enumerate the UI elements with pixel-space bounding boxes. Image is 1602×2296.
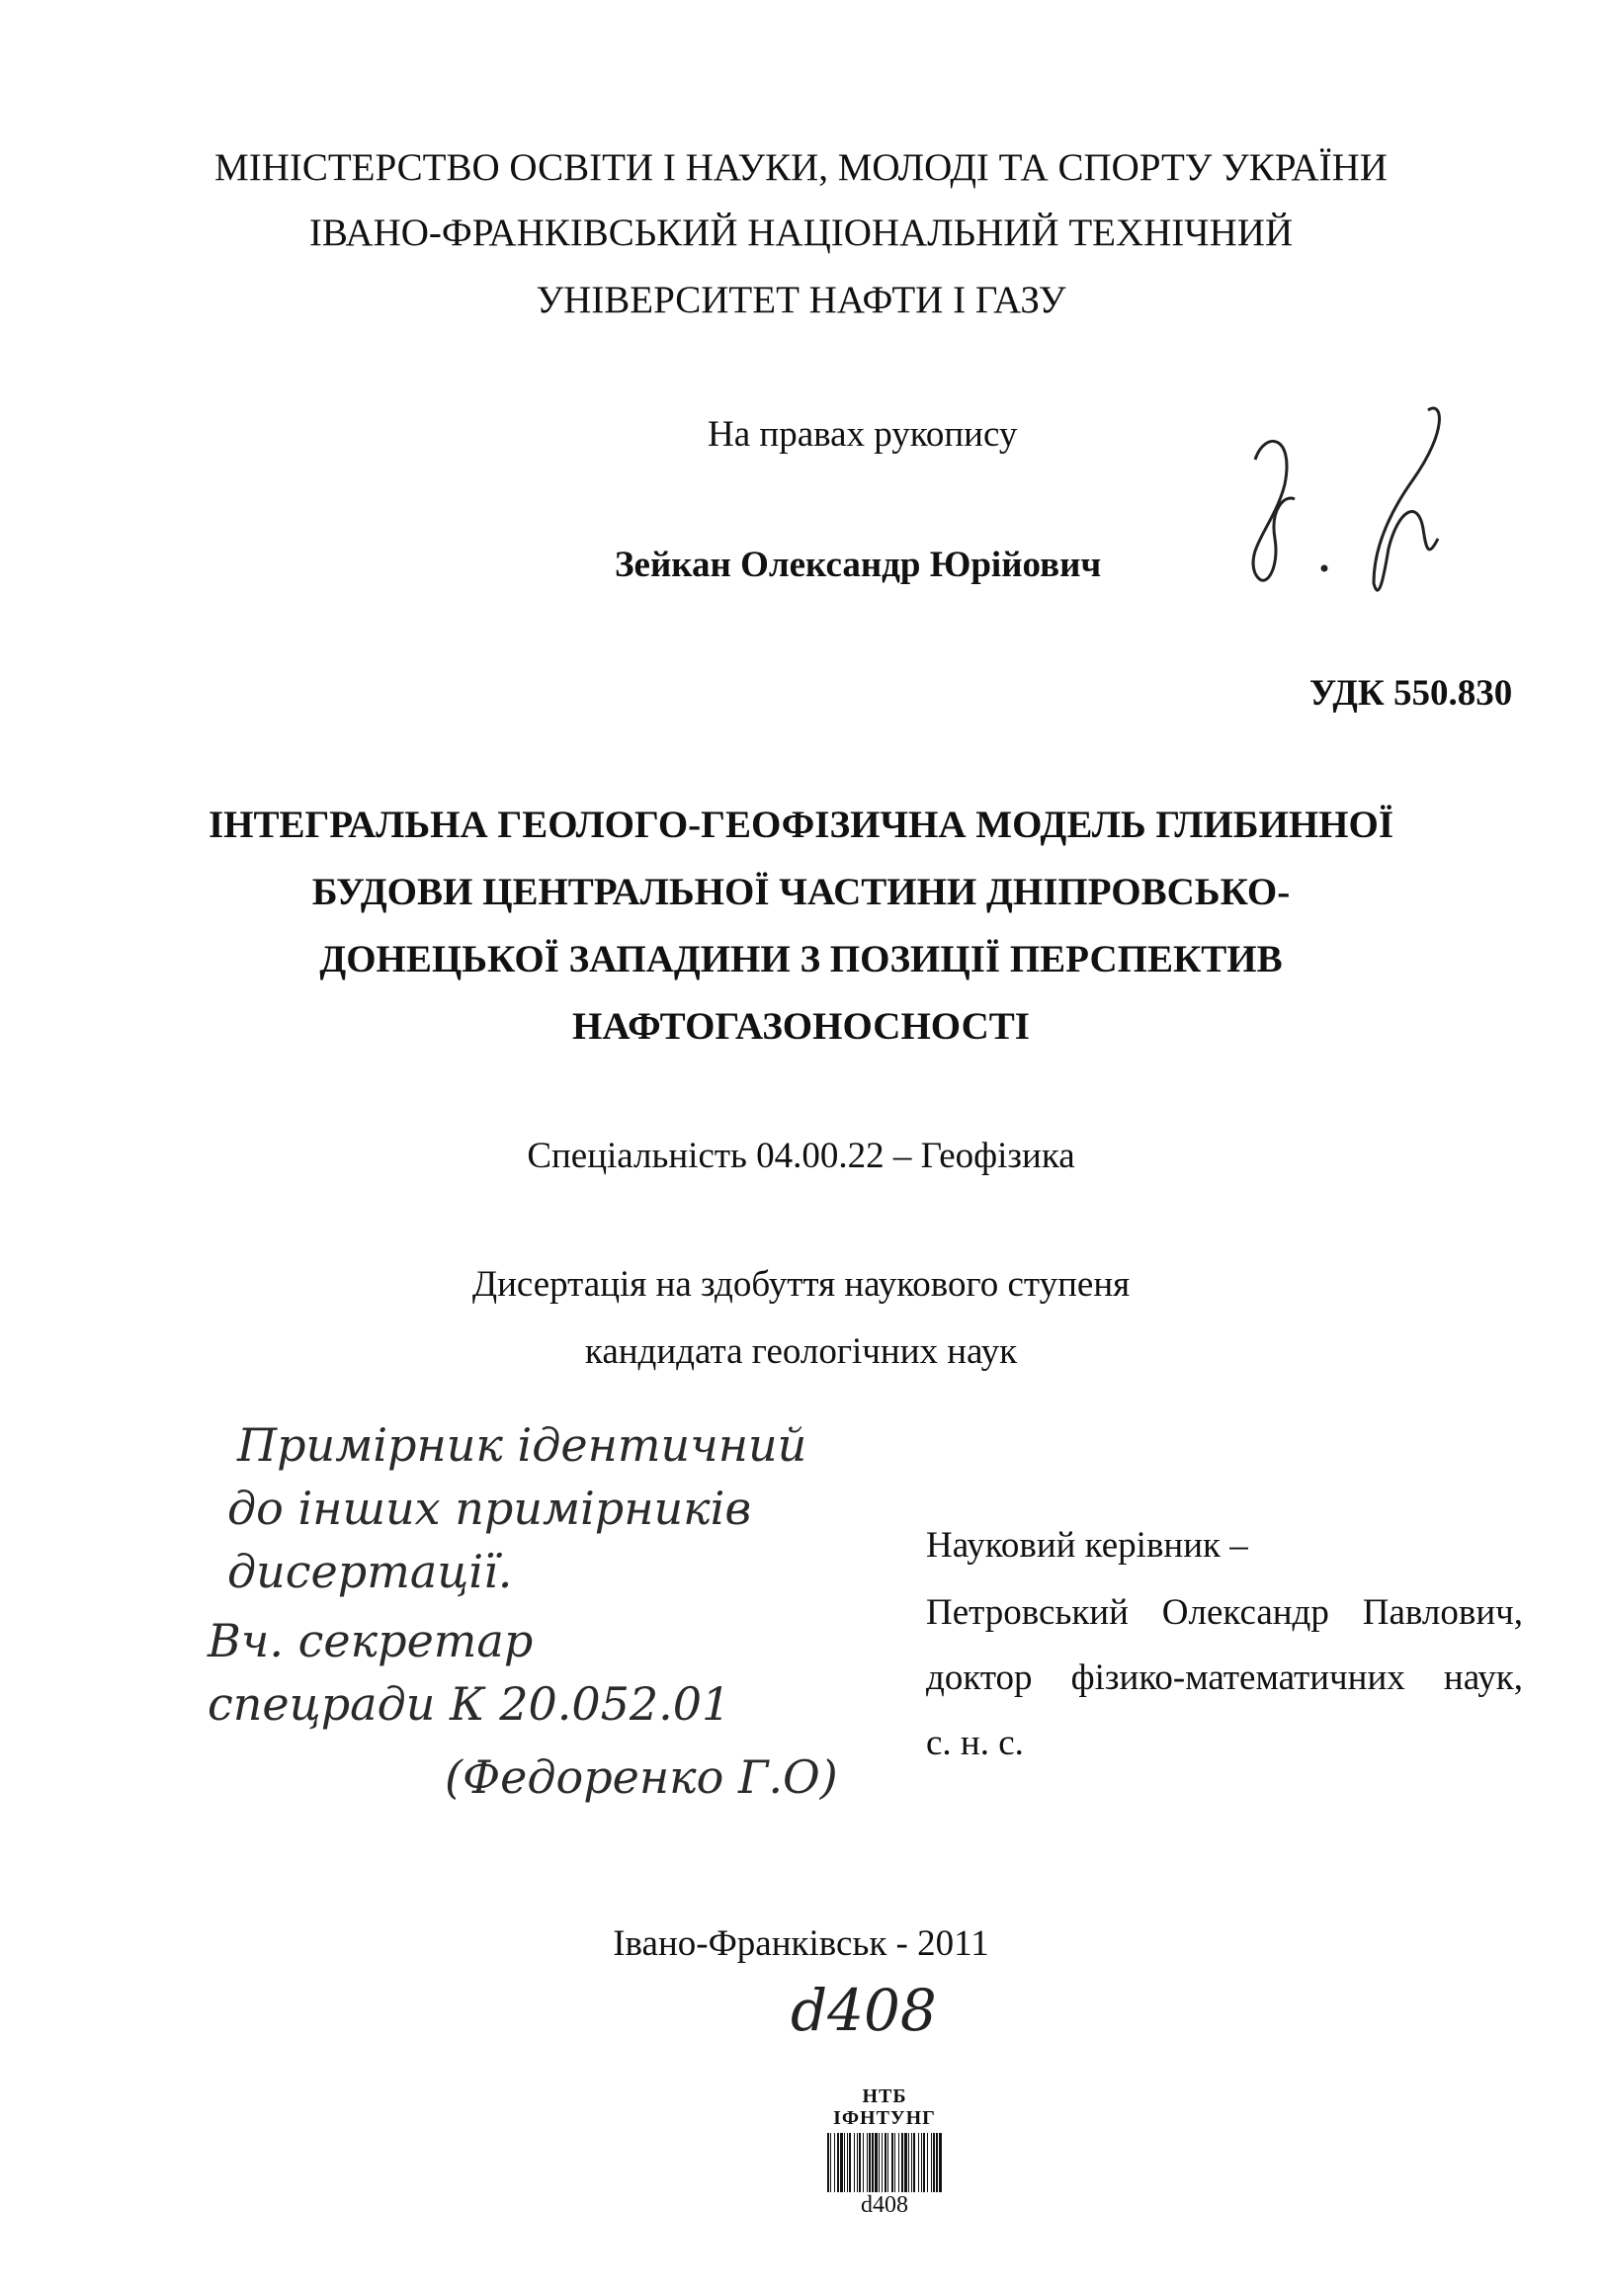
barcode-bar <box>911 2133 912 2192</box>
handwritten-line-6: (Федоренко Г.О) <box>445 1750 838 1804</box>
barcode-bar <box>869 2133 871 2192</box>
barcode-bar <box>882 2133 883 2192</box>
handwritten-line-1: Примірник ідентичний <box>237 1418 807 1472</box>
ministry-line-3: УНІВЕРСИТЕТ НАФТИ І ГАЗУ <box>536 279 1066 321</box>
barcode-bar <box>887 2133 888 2192</box>
stamp-code: d408 <box>861 2192 908 2218</box>
barcode-bar <box>872 2133 874 2192</box>
barcode-bar <box>936 2133 938 2192</box>
supervisor-title: доктор фізико-математичних наук, <box>926 1658 1523 1698</box>
barcode-bar <box>885 2133 886 2192</box>
thesis-title-line-3: ДОНЕЦЬКОЇ ЗАПАДИНИ З ПОЗИЦІЇ ПЕРСПЕКТИВ <box>319 938 1283 980</box>
barcode-bar <box>875 2133 878 2192</box>
barcode-bar <box>857 2133 858 2192</box>
barcode-bar <box>847 2133 848 2192</box>
barcode-bar <box>918 2133 919 2192</box>
barcode-bar <box>927 2133 928 2192</box>
barcode-bar <box>849 2133 851 2192</box>
stamp-university: ІФНТУНГ <box>833 2107 936 2129</box>
barcode-bar <box>939 2133 942 2192</box>
handwritten-inventory-code: d408 <box>791 1977 937 2044</box>
barcode-bar <box>879 2133 880 2192</box>
ministry-line-2: ІВАНО-ФРАНКІВСЬКИЙ НАЦІОНАЛЬНИЙ ТЕХНІЧНИЙ <box>308 212 1294 254</box>
barcode-bar <box>933 2133 935 2192</box>
barcode-bar <box>898 2133 899 2192</box>
barcode-bar <box>901 2133 903 2192</box>
barcode-bar <box>834 2133 835 2192</box>
barcode-bar <box>894 2133 895 2192</box>
barcode-bar <box>891 2133 893 2192</box>
author-name: Зейкан Олександр Юрійович <box>615 545 1102 585</box>
barcode-bar <box>863 2133 864 2192</box>
manuscript-note: На правах рукопису <box>708 414 1018 455</box>
library-stamp <box>820 2085 949 2219</box>
barcode-bar <box>913 2133 915 2192</box>
barcode-bar <box>867 2133 868 2192</box>
handwritten-line-3: дисертації. <box>227 1545 513 1598</box>
barcode <box>825 2133 944 2192</box>
barcode-bar <box>904 2133 907 2192</box>
barcode-bar <box>931 2133 932 2192</box>
thesis-title-line-2: БУДОВИ ЦЕНТРАЛЬНОЇ ЧАСТИНИ ДНІПРОВСЬКО- <box>311 871 1291 913</box>
supervisor-label: Науковий керівник – <box>926 1525 1248 1566</box>
ministry-line-1: МІНІСТЕРСТВО ОСВІТИ І НАУКИ, МОЛОДІ ТА СПОРТУ УКРАЇНИ <box>214 146 1388 189</box>
handwritten-line-2: до інших примірників <box>227 1482 752 1535</box>
supervisor-rank: с. н. с. <box>926 1723 1024 1763</box>
handwritten-certification <box>208 1413 998 1809</box>
barcode-bar <box>837 2133 839 2192</box>
barcode-bar <box>908 2133 909 2192</box>
handwritten-line-5: спецради К 20.052.01 <box>208 1677 731 1731</box>
barcode-bar <box>923 2133 925 2192</box>
barcode-bar <box>844 2133 845 2192</box>
barcode-bar <box>840 2133 843 2192</box>
specialty: Спеціальність 04.00.22 – Геофізика <box>527 1136 1075 1176</box>
supervisor-name: Петровський Олександр Павлович, <box>926 1592 1523 1633</box>
barcode-bar <box>827 2133 829 2192</box>
barcode-bar <box>921 2133 922 2192</box>
place-year: Івано-Франківськ - 2011 <box>613 1923 989 1964</box>
stamp-library: НТБ <box>862 2085 907 2107</box>
degree-line-2: кандидата геологічних наук <box>584 1331 1018 1372</box>
barcode-bar <box>830 2133 831 2192</box>
thesis-title-line-4: НАФТОГАЗОНОСНОСТІ <box>572 1005 1030 1048</box>
degree-line-1: Дисертація на здобуття наукового ступеня <box>471 1264 1131 1305</box>
barcode-bar <box>859 2133 861 2192</box>
author-signature <box>1225 390 1463 618</box>
thesis-title-line-1: ІНТЕГРАЛЬНА ГЕОЛОГО-ГЕОФІЗИЧНА МОДЕЛЬ ГЛИБИННОЇ <box>208 804 1394 846</box>
handwritten-line-4: Вч. секретар <box>208 1614 534 1667</box>
barcode-bar <box>854 2133 855 2192</box>
udc-code: УДК 550.830 <box>1309 673 1513 714</box>
